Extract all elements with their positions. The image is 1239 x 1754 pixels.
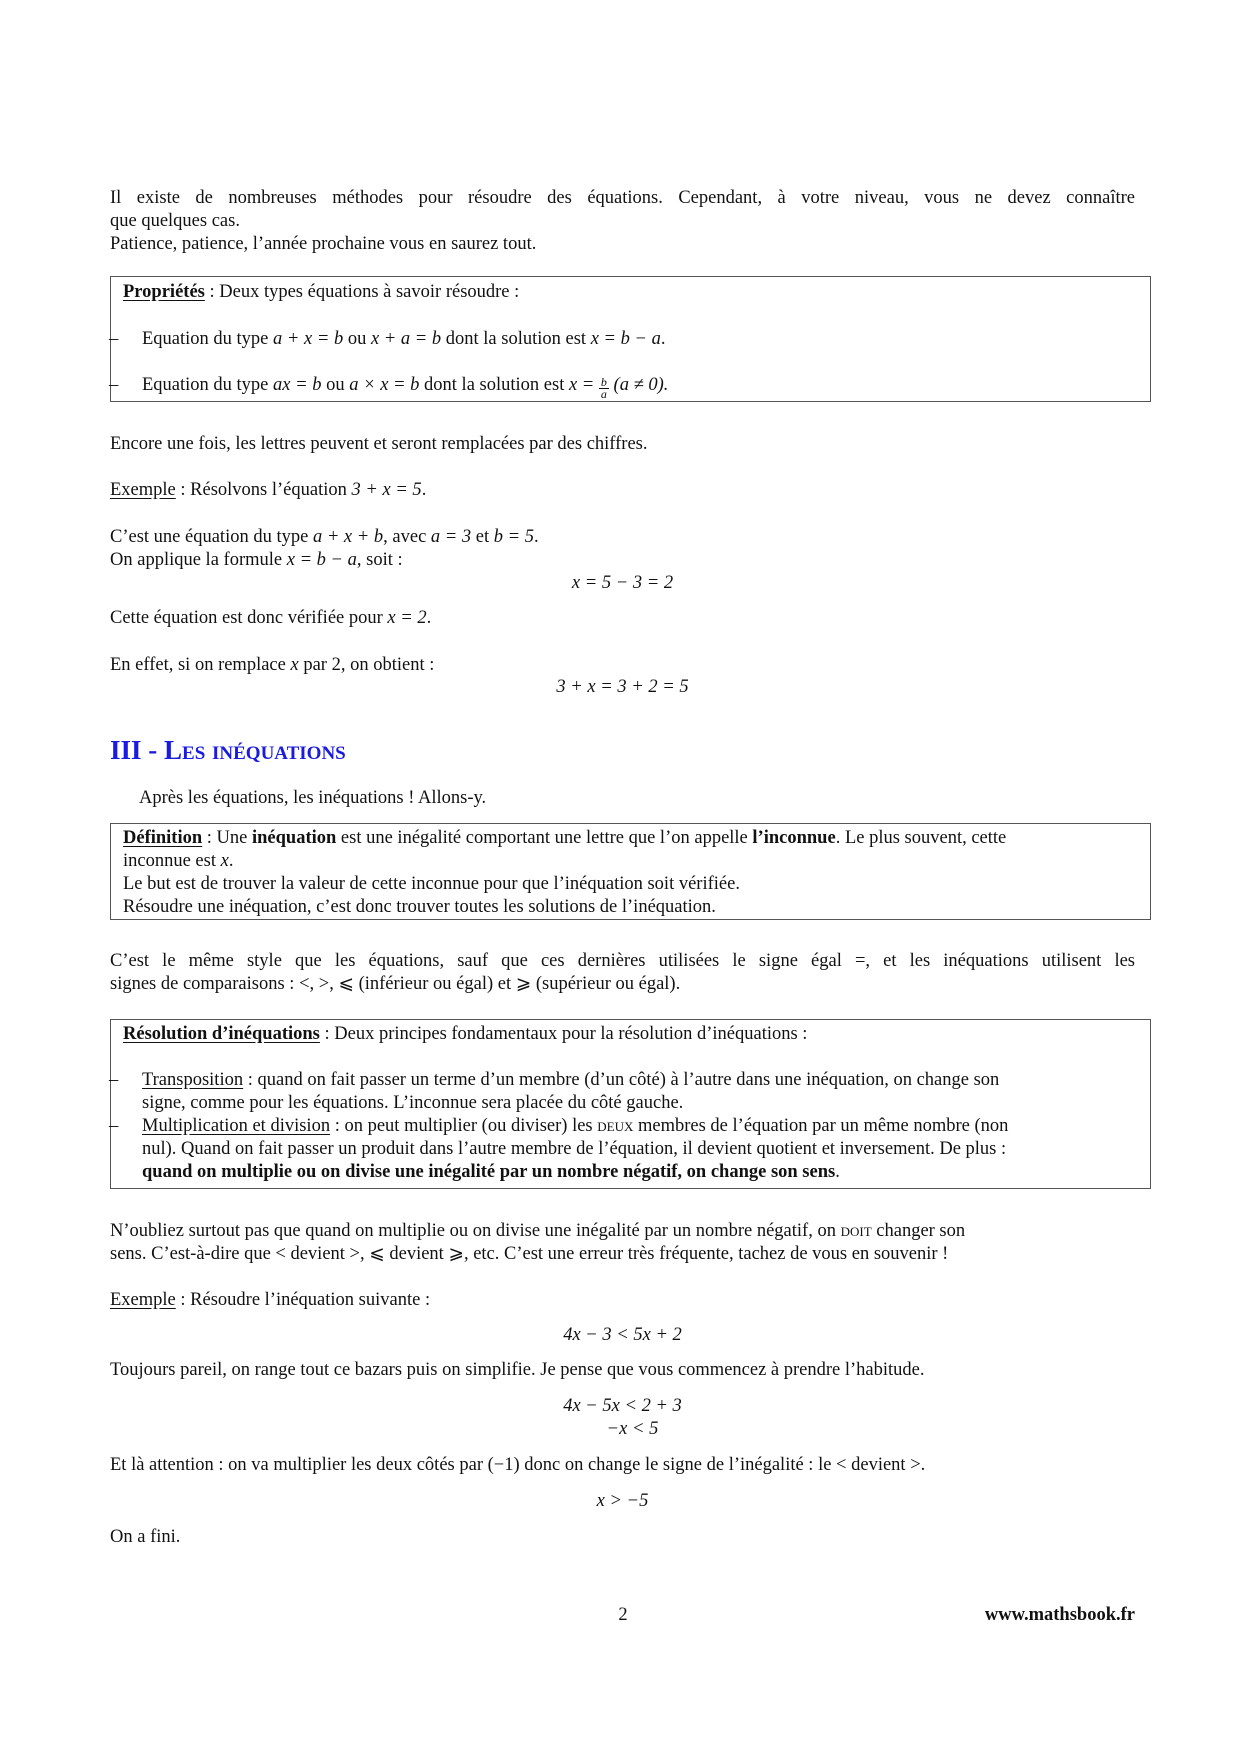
property-item-2 [111,374,1138,400]
property-1-text: ou [343,329,371,349]
dash-bullet: – [109,1116,119,1136]
example-1-effet [110,654,1135,677]
dash-bullet: – [109,1070,119,1090]
example-2-heading [110,1289,1135,1312]
intro-line-3: Patience, patience, l’année prochaine vous en saurez tout. [110,234,537,254]
style-line-2: signes de comparaisons : <, >, ⩽ (inférieur ou égal) et ⩾ (supérieur ou égal). [110,974,681,994]
property-item-1 [111,328,1138,351]
properties-intro: : Deux types équations à savoir résoudre : [204,282,520,302]
dash-bullet: – [109,375,119,395]
definition-line-4: Résoudre une inéquation, c’est donc trouver toutes les solutions de l’inéquation. [123,897,716,917]
inequation-display-2: 4x − 5x < 2 + 3 [563,1396,682,1416]
oubliez-paragraph [110,1220,1135,1266]
intro-line-1: Il existe de nombreuses méthodes pour résoudre des équations. Cependant, à votre niveau, vous ne devez connaître [110,188,1135,208]
text: : on peut multiplier (ou diviser) les [330,1116,598,1136]
dash-bullet: – [109,329,119,349]
punctuation: . [426,608,432,628]
text: . Le plus souvent, cette [835,828,1007,848]
fraction-numerator: b [600,375,607,389]
example-text: : Résoudre l’inéquation suivante : [175,1290,431,1310]
fini-paragraph: On a fini. [110,1527,181,1547]
example-1-explanation [110,526,1135,572]
footer-website: www.mathsbook.fr [984,1605,1135,1625]
property-2-text: Equation du type [142,375,274,395]
text: Cette équation est donc vérifiée pour [110,608,388,628]
math-expr: x = 2 [387,608,427,628]
definition-line-2 [123,850,1138,873]
text: En effet, si on remplace [110,655,291,675]
definition-box [110,823,1151,920]
text: inconnue est [123,851,221,871]
intro-paragraph [110,187,1135,256]
text: On applique la formule [110,550,287,570]
fraction-denominator: a [600,387,607,401]
math-expr: a = 3 [430,527,472,547]
math-expr: a + x = b [273,329,344,349]
encore-paragraph: Encore une fois, les lettres peuvent et seront remplacées par des chiffres. [110,434,648,454]
attention-paragraph: Et là attention : on va multiplier les deux côtés par (−1) donc on change le signe de l’inégalité : le < devient >. [110,1455,926,1475]
bold-rule: quand on multiplie ou on divise une inégalité par un nombre négatif, on change son sens [142,1162,836,1182]
resolution-box [110,1019,1151,1189]
properties-title: Propriétés [123,282,205,302]
example-label: Exemple [110,480,176,500]
small-caps-word: doit [840,1221,872,1241]
definition-line-3: Le but est de trouver la valeur de cette inconnue pour que l’inéquation soit vérifiée. [123,874,740,894]
math-expr: x [220,851,229,871]
text: : quand on fait passer un terme d’un membre (d’un côté) à l’autre dans une inéquation, on change son [243,1070,1000,1090]
math-expr: x = b − a [286,550,357,570]
section-title-text: Les inéquations [164,735,346,765]
definition-line-1 [123,827,1138,850]
punctuation: . [421,480,427,500]
property-2-text: dont la solution est [419,375,569,395]
transposition-label: Transposition [142,1070,244,1090]
text: changer son [871,1221,966,1241]
text: , avec [383,527,431,547]
example-1-verification [110,607,1135,630]
math-expr: 3 + x = 5 [351,480,422,500]
text: : Une [202,828,252,848]
properties-box [110,276,1151,402]
intro-line-2: que quelques cas. [110,211,240,231]
text: N’oubliez surtout pas que quand on multiplie ou on divise une inégalité par un nombre négatif, on [110,1221,841,1241]
math-expr: x = [568,375,599,395]
toujours-paragraph: Toujours pareil, on range tout ce bazars puis on simplifie. Je pense que vous commencez à prendre l’habitude. [110,1360,925,1380]
text: C’est une équation du type [110,527,313,547]
apres-paragraph: Après les équations, les inéquations ! Allons-y. [139,788,487,808]
math-expr: x = b − a [590,329,661,349]
fraction-b-over-a [599,377,609,400]
section-title [110,734,346,766]
math-condition: (a ≠ 0). [608,375,669,395]
text: membres de l’équation par un même nombre (non [633,1116,1009,1136]
section-number: III - [110,735,165,765]
math-expr: x [290,655,299,675]
math-expr: b = 5 [493,527,534,547]
principle-multiplication [111,1115,1138,1184]
inequation-display-4: x > −5 [596,1491,649,1511]
bold-term: l’inconnue [752,828,836,848]
multiplication-label: Multiplication et division [142,1116,331,1136]
equation-display-1: x = 5 − 3 = 2 [571,573,674,593]
definition-title: Définition [123,828,203,848]
example-1-apply-line [110,549,1135,572]
text: et [471,527,494,547]
inequation-display-3: −x < 5 [606,1419,659,1439]
resolution-intro: : Deux principes fondamentaux pour la résolution d’inéquations : [319,1024,808,1044]
text: est une inégalité comportant une lettre que l’on appelle [336,828,753,848]
example-label: Exemple [110,1290,176,1310]
math-expr: ax = b [273,375,322,395]
example-1-heading [110,479,1135,502]
punctuation: . [533,527,539,547]
small-caps-word: deux [597,1116,634,1136]
punctuation: . [228,851,234,871]
equation-display-2: 3 + x = 3 + 2 = 5 [556,677,689,697]
transposition-line-2: signe, comme pour les équations. L’inconnue sera placée du côté gauche. [142,1093,684,1113]
example-1-type-line [110,526,1135,549]
style-line-1: C’est le même style que les équations, sauf que ces dernières utilisées le signe égal =, et les inéquations utilisent les [110,951,1135,971]
math-expr: a × x = b [349,375,420,395]
property-1-text: Equation du type [142,329,274,349]
text: , soit : [356,550,403,570]
property-2-text: ou [321,375,350,395]
inequation-display-1: 4x − 3 < 5x + 2 [563,1325,682,1345]
page-number: 2 [618,1605,628,1625]
bold-term: inéquation [251,828,337,848]
resolution-title: Résolution d’inéquations [123,1024,320,1044]
style-paragraph [110,950,1135,996]
math-expr: a + x + b [312,527,384,547]
oubliez-line-1 [110,1220,1135,1243]
punctuation: . [660,329,666,349]
punctuation: . [835,1162,840,1182]
principle-transposition [111,1069,1138,1115]
resolution-heading [123,1023,1138,1046]
example-text: : Résolvons l’équation [175,480,352,500]
multiplication-line-2: nul). Quand on fait passer un produit dans l’autre membre de l’équation, il devient quotient et inversement. De plus : [142,1139,1007,1159]
properties-heading [123,281,1138,304]
oubliez-line-2: sens. C’est-à-dire que < devient >, ⩽ devient ⩾, etc. C’est une erreur très fréquente, tachez de vous en souvenir ! [110,1244,949,1264]
property-1-text: dont la solution est [441,329,591,349]
text: par 2, on obtient : [298,655,435,675]
math-expr: x + a = b [370,329,442,349]
